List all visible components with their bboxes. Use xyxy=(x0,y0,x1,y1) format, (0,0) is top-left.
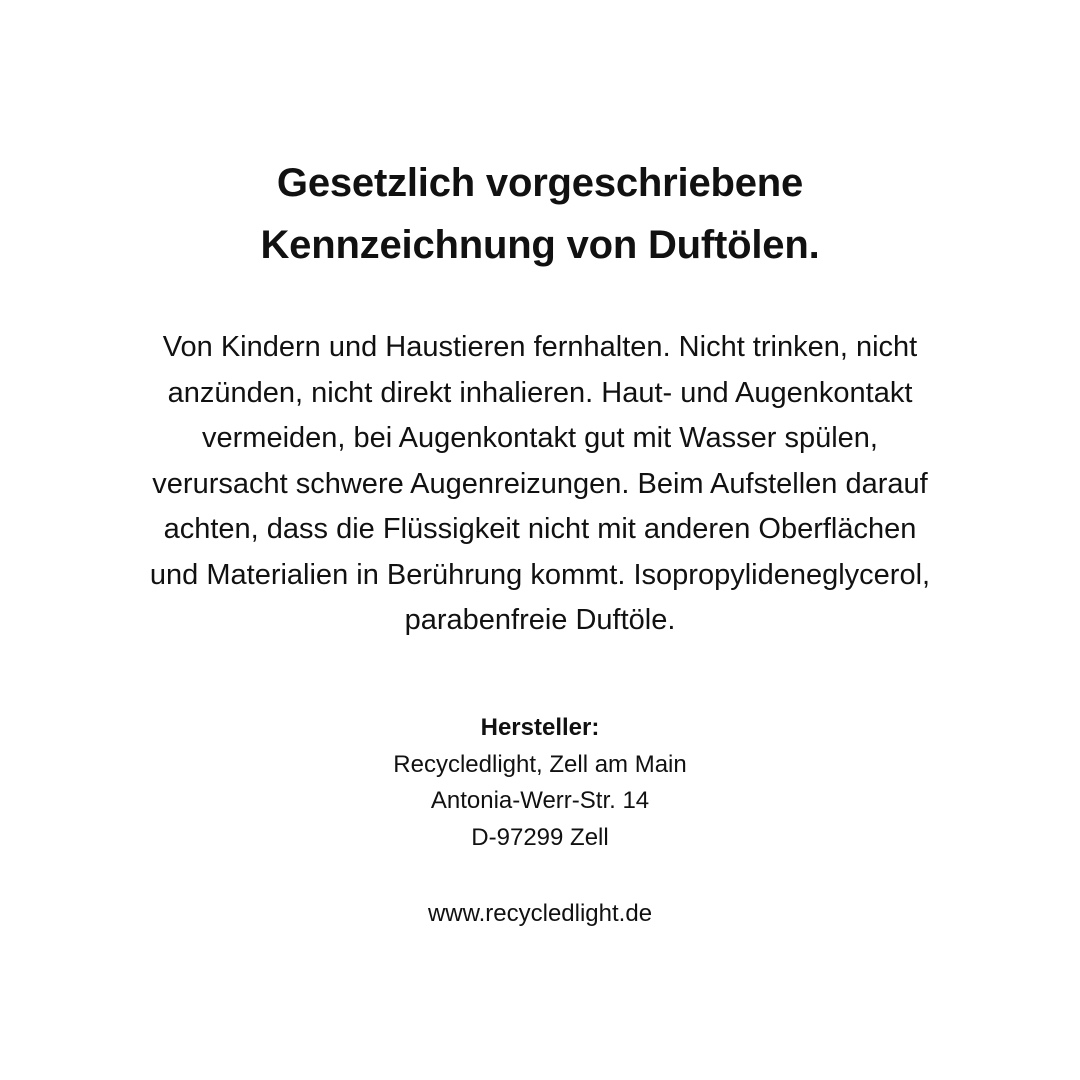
warning-line-7: parabenfreie Duftöle. xyxy=(404,604,676,636)
warning-text xyxy=(70,325,1010,644)
page-title xyxy=(80,152,1000,276)
manufacturer-postal-city: D-97299 Zell xyxy=(471,823,609,851)
warning-line-2: anzünden, nicht direkt inhalieren. Haut- und Augenkontakt xyxy=(167,376,913,409)
title-line-2: Kennzeichnung von Duftölen. xyxy=(260,223,820,267)
warning-line-5: achten, dass die Flüssigkeit nicht mit anderen Oberflächen xyxy=(163,513,917,545)
manufacturer-label: Hersteller: xyxy=(480,714,600,741)
website-text: www.recycledlight.de xyxy=(427,900,653,927)
manufacturer-block xyxy=(240,710,840,856)
warning-line-1: Von Kindern und Haustieren fernhalten. Nicht trinken, nicht xyxy=(162,331,918,363)
warning-line-3: vermeiden, bei Augenkontakt gut mit Wasser spülen, xyxy=(202,422,878,454)
title-line-1: Gesetzlich vorgeschriebene xyxy=(276,161,804,205)
manufacturer-street: Antonia-Werr-Str. 14 xyxy=(430,787,650,814)
warning-line-6: und Materialien in Berührung kommt. Isopropylideneglycerol, xyxy=(149,558,931,591)
manufacturer-name: Recycledlight, Zell am Main xyxy=(393,750,687,778)
warning-line-4: verursacht schwere Augenreizungen. Beim Aufstellen darauf xyxy=(152,467,928,500)
